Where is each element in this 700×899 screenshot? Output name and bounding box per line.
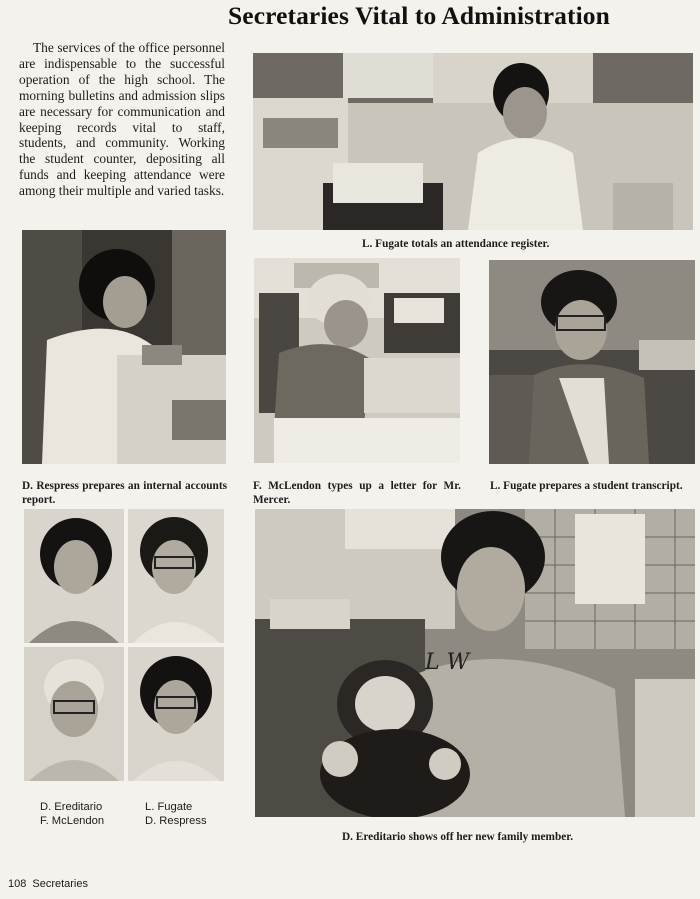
caption-transcript: L. Fugate prepares a student transcript.	[490, 480, 683, 492]
portrait-names-col2	[145, 800, 207, 828]
portrait-respress	[128, 647, 224, 781]
badge-letters: L W	[425, 650, 470, 675]
photo-mclendon-letter	[254, 258, 460, 463]
page-title: Secretaries Vital to Administration	[228, 1, 610, 30]
section-name: Secretaries	[32, 878, 88, 890]
name-l-fugate: L. Fugate	[145, 801, 193, 813]
name-f-mclendon: F. McLendon	[40, 815, 105, 827]
page-folio	[8, 878, 88, 890]
photo-fugate-transcript	[489, 260, 695, 464]
photo-ereditario-bear	[255, 509, 695, 817]
page-number: 108	[8, 878, 27, 890]
photo-respress-accounts	[22, 230, 226, 464]
caption-family: D. Ereditario shows off her new family member.	[342, 831, 574, 843]
portrait-ereditario	[24, 509, 124, 643]
intro-paragraph: The services of the office personnel are indispensable to the successful operation of the high school. The morning bulletins and admission slips are necessary for communication and keeping records vital to staff, students, and community. Working the student counter, depositing all funds and keeping attendance were among their multiple and varied tasks.	[19, 40, 225, 199]
portrait-fugate	[24, 647, 124, 781]
name-d-respress: D. Respress	[145, 815, 207, 827]
caption-typing-register: L. Fugate totals an attendance register.	[362, 238, 550, 250]
caption-letter: F. McLendon types up a letter for Mr. Mercer.	[253, 480, 461, 506]
portrait-mclendon	[128, 509, 224, 643]
photo-fugate-typing	[253, 53, 693, 230]
caption-accounts: D. Respress prepares an internal accounts report.	[22, 480, 227, 506]
portrait-names-col1	[40, 800, 104, 828]
name-d-ereditario: D. Ereditario	[40, 801, 103, 813]
